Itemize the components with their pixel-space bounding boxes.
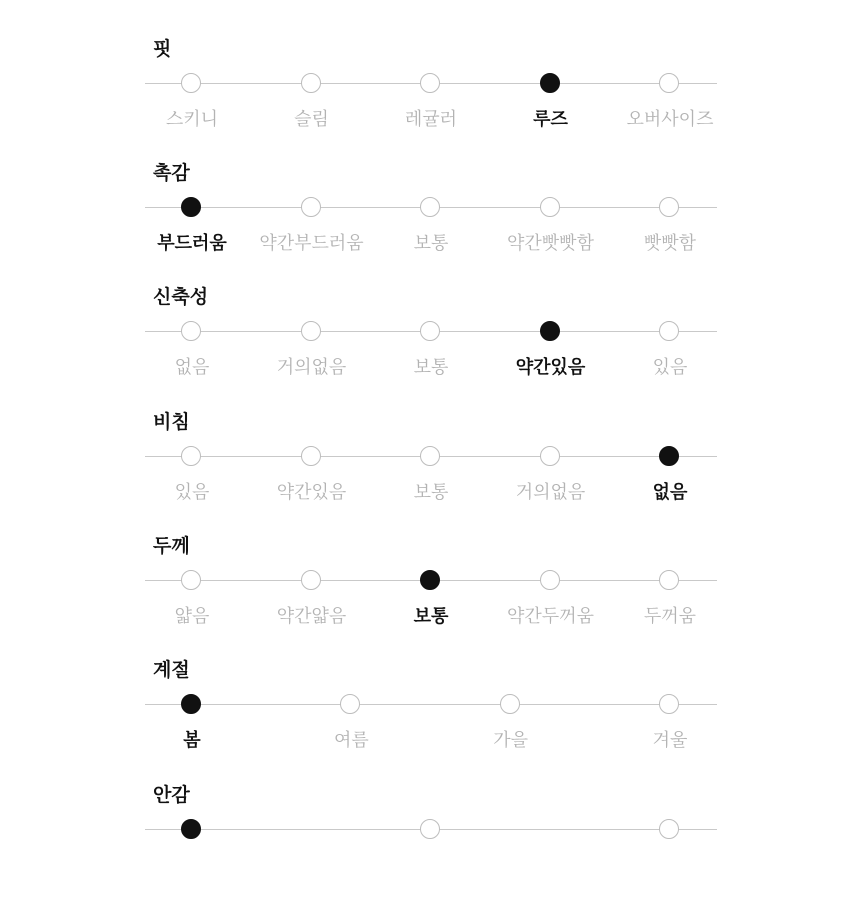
option-label: 약간부드러움 bbox=[259, 233, 364, 254]
radio-empty-icon[interactable] bbox=[420, 446, 440, 466]
attribute-title: 신축성 bbox=[153, 286, 209, 308]
option-label: 약간얇음 bbox=[276, 606, 347, 627]
option-label: 오버사이즈 bbox=[626, 109, 714, 130]
radio-empty-icon[interactable] bbox=[301, 446, 321, 466]
option-label: 약간있음 bbox=[276, 482, 347, 503]
radio-empty-icon[interactable] bbox=[659, 694, 679, 714]
option-label: 얇음 bbox=[174, 606, 210, 627]
option-label: 루즈 bbox=[533, 109, 568, 130]
option-label: 거의없음 bbox=[276, 357, 347, 378]
radio-empty-icon[interactable] bbox=[181, 73, 201, 93]
radio-selected-icon[interactable] bbox=[181, 197, 201, 217]
option-label: 빳빳함 bbox=[643, 233, 697, 254]
option-label: 스키니 bbox=[165, 109, 219, 130]
option-label: 슬림 bbox=[294, 109, 329, 130]
radio-empty-icon[interactable] bbox=[659, 73, 679, 93]
option-label: 보통 bbox=[413, 606, 449, 627]
attribute-row bbox=[0, 284, 856, 408]
option-label: 있음 bbox=[652, 357, 688, 378]
radio-empty-icon[interactable] bbox=[301, 321, 321, 341]
attribute-title: 두께 bbox=[153, 535, 190, 557]
option-label: 약간두꺼움 bbox=[507, 606, 594, 627]
radio-empty-icon[interactable] bbox=[540, 197, 560, 217]
attribute-row bbox=[0, 36, 856, 160]
attribute-title: 촉감 bbox=[153, 162, 190, 184]
option-label: 없음 bbox=[652, 482, 688, 503]
radio-empty-icon[interactable] bbox=[420, 73, 440, 93]
option-label: 보통 bbox=[413, 482, 449, 503]
radio-empty-icon[interactable] bbox=[340, 694, 360, 714]
radio-selected-icon[interactable] bbox=[181, 694, 201, 714]
option-label: 부드러움 bbox=[157, 233, 227, 254]
radio-empty-icon[interactable] bbox=[181, 446, 201, 466]
radio-empty-icon[interactable] bbox=[420, 197, 440, 217]
radio-selected-icon[interactable] bbox=[181, 819, 201, 839]
radio-empty-icon[interactable] bbox=[181, 321, 201, 341]
attribute-row bbox=[0, 533, 856, 657]
option-label: 보통 bbox=[413, 233, 449, 254]
radio-selected-icon[interactable] bbox=[420, 570, 440, 590]
radio-empty-icon[interactable] bbox=[301, 73, 321, 93]
radio-selected-icon[interactable] bbox=[540, 321, 560, 341]
radio-empty-icon[interactable] bbox=[420, 819, 440, 839]
option-label: 레귤러 bbox=[404, 109, 458, 130]
option-label: 거의없음 bbox=[515, 482, 586, 503]
radio-empty-icon[interactable] bbox=[659, 321, 679, 341]
option-label: 겨울 bbox=[652, 730, 688, 751]
option-label: 두꺼움 bbox=[643, 606, 697, 627]
radio-empty-icon[interactable] bbox=[301, 197, 321, 217]
attribute-row bbox=[0, 782, 856, 906]
radio-empty-icon[interactable] bbox=[540, 446, 560, 466]
option-label: 있음 bbox=[174, 482, 210, 503]
radio-empty-icon[interactable] bbox=[659, 197, 679, 217]
attribute-title: 핏 bbox=[153, 38, 172, 60]
option-label: 약간있음 bbox=[515, 357, 586, 378]
radio-selected-icon[interactable] bbox=[540, 73, 560, 93]
attribute-title: 비침 bbox=[153, 411, 190, 433]
attribute-title: 안감 bbox=[153, 784, 190, 806]
option-label: 봄 bbox=[183, 730, 201, 751]
attribute-row bbox=[0, 160, 856, 284]
radio-empty-icon[interactable] bbox=[659, 819, 679, 839]
radio-empty-icon[interactable] bbox=[659, 570, 679, 590]
option-label: 없음 bbox=[174, 357, 210, 378]
radio-empty-icon[interactable] bbox=[181, 570, 201, 590]
option-label: 가을 bbox=[493, 730, 529, 751]
scale-line bbox=[145, 704, 717, 705]
radio-empty-icon[interactable] bbox=[540, 570, 560, 590]
radio-empty-icon[interactable] bbox=[500, 694, 520, 714]
radio-selected-icon[interactable] bbox=[659, 446, 679, 466]
attribute-row bbox=[0, 409, 856, 533]
option-label: 보통 bbox=[413, 357, 449, 378]
radio-empty-icon[interactable] bbox=[420, 321, 440, 341]
radio-empty-icon[interactable] bbox=[301, 570, 321, 590]
option-label: 여름 bbox=[333, 730, 369, 751]
option-label: 약간빳빳함 bbox=[507, 233, 594, 254]
attribute-title: 계절 bbox=[153, 659, 190, 681]
attribute-row bbox=[0, 657, 856, 781]
